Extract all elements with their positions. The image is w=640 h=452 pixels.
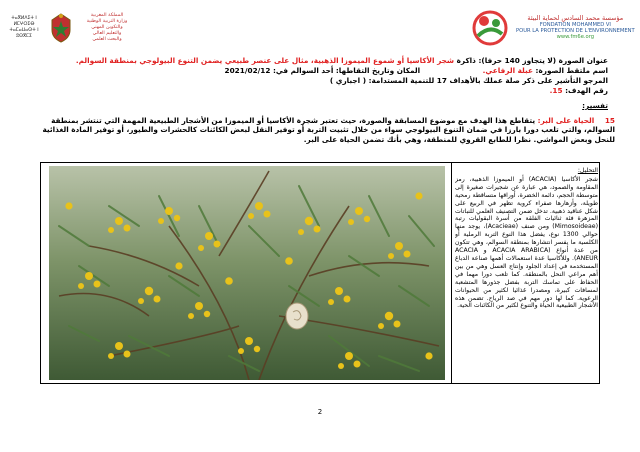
ministry-ar-1: المملكة المغربية — [90, 13, 124, 18]
title-label: عنوان الصورة (لا يتجاوز 140 حرفا): ذاكرة — [456, 56, 608, 65]
page-number: 2 — [317, 408, 323, 416]
foundation-fr-1: FONDATION MOHAMMED VI — [539, 21, 611, 28]
paragraph-body: يتقاطع هذا الهدف مع موضوع المسابقة والصورة، حيث تعتبر شجرة الأكاسيا أو الميموزا من الأشجار الطبيعية المهمة التي تنتشر بمنطقة السوالم، والتي تلعب دورا بارزا في ضمان التنوع البيولوجي سواء من خلال تثبيت التربة أو توفير النقل لبعض الكائنات كالحشرات والطيور، أو توفير المادة الغذائية للنحل وبعض المواشي. نظرا للطابع القروي للمنطقة، وهي بأنك تضمن الحياة على البر. — [42, 116, 615, 144]
analysis-cell — [455, 167, 598, 381]
acacia-photo — [49, 166, 445, 380]
photographer-value: عبلة الرفاعي. — [482, 66, 533, 75]
goal-number-line — [28, 86, 608, 96]
goal-number-label: رقم الهدف: — [565, 86, 608, 95]
morocco-emblem-icon — [48, 12, 74, 44]
photo-title-line — [28, 56, 608, 66]
photographer-line — [28, 66, 608, 76]
paragraph-lead: الحياة على البر: — [537, 116, 595, 125]
ministry-ar-5: والبحث العلمي — [92, 37, 122, 42]
foundation-name — [516, 15, 635, 41]
ministry-tif-2: ⵜⴰⵎⴰⵡⴰⵙⵜ ⵏ ⵓⵙⴳⵎⵉ — [9, 28, 39, 39]
ministry-arabic — [78, 13, 136, 43]
goal-number-value: 15. — [549, 86, 563, 95]
photographer-label: اسم ملتقط الصورة: — [535, 66, 608, 75]
paragraph-goal-number: 15 — [604, 116, 615, 125]
foundation-fr-2: POUR LA PROTECTION DE L'ENVIRONNEMENT — [516, 28, 635, 34]
snail-shell — [286, 303, 308, 329]
goal-instruction: المرجو التأشير على ذكر صلة عملك بالأهداف 17 للتنمية المستدامة: ( اجباري ) — [329, 76, 608, 85]
foundation-ar: مؤسسة محمد السادس لحماية البيئة — [527, 14, 624, 23]
ministry-ar-3: والتكوين المهني — [91, 25, 123, 30]
title-value: شجر الأكاسيا أو شموع الميموزا الذهبية، مثال على عنصر طبيعي يضمن التنوع البيولوجي بمنطقة السوالم. — [75, 56, 455, 65]
analysis-text: شجر الأكاسيا (ACACIA) أو الميموزا الذهبية، رمز المقاومة والصمود، هي عبارة عن شجيرات صغيرة إلى متوسطة الحجم، دائمة الخضرة، أوراقها متساقطة رمحية طويلة، وأزهارها صفراء كروية تظهر في الربيع على شكل عناقيد ذهبية. تدخل ضمن التصنيف العلمي للنباتات المزهرة فئة ثنائيات الفلقة من أسرة البقوليات رتبة (Mimosoideae) ومن صنف (Acacieae)، يوجد منها حوالي 1300 نوع، يفضل هذا النوع التربة الرملية أو الكلسية ما يفسر انتشارها بمنطقة السوالم، وهي تتكون من عدة أنواع (ACACIA ARABICA و ACACIA ANEUR). وللأكاسيا عدة استعمالات أهمها صناعة الدباغ المستخدمة في إعداد الجلود وإنتاج العسل وهي من بين أهم مراعي النحل بالمنطقة. كما تلعب دورا مهما في الحفاظ على تماسك التربة بفضل جذورها المتشعبة لمسافات كبيرة، ومصدرا غذائيا لكثير من الحيوانات الرعوية. كما لها دور مهم في صد الرياح. تضمن هذه الأشجار الطبيعية الحياة والتنوع لكثير من الكائنات الحية. — [455, 175, 598, 310]
foundation-header — [470, 6, 635, 50]
foundation-logo-icon — [470, 8, 510, 48]
analysis-heading: التحليل: — [577, 167, 598, 174]
ministry-tifinagh — [4, 16, 44, 39]
explanation-heading: تفسير: — [582, 101, 608, 110]
ministry-header — [4, 6, 164, 50]
ministry-ar-2: وزارة التربية الوطنية — [86, 19, 128, 24]
place-date: المكان وتاريخ التقاطها: أحد السوالم في: 2021/02/12 — [224, 66, 421, 75]
acacia-photo-image — [49, 166, 445, 380]
table-column-divider — [451, 163, 452, 383]
photo-analysis-table — [40, 162, 600, 384]
explanation-paragraph — [28, 116, 615, 144]
ministry-ar-4: والتعليم العالي — [92, 31, 122, 36]
ministry-tif-1: ⵜⴰⴳⵍⴷⵉⵜ ⵏ ⵍⵎⵖⵔⵉⴱ — [11, 16, 37, 28]
foundation-site: www.fm6e.org — [556, 34, 595, 41]
